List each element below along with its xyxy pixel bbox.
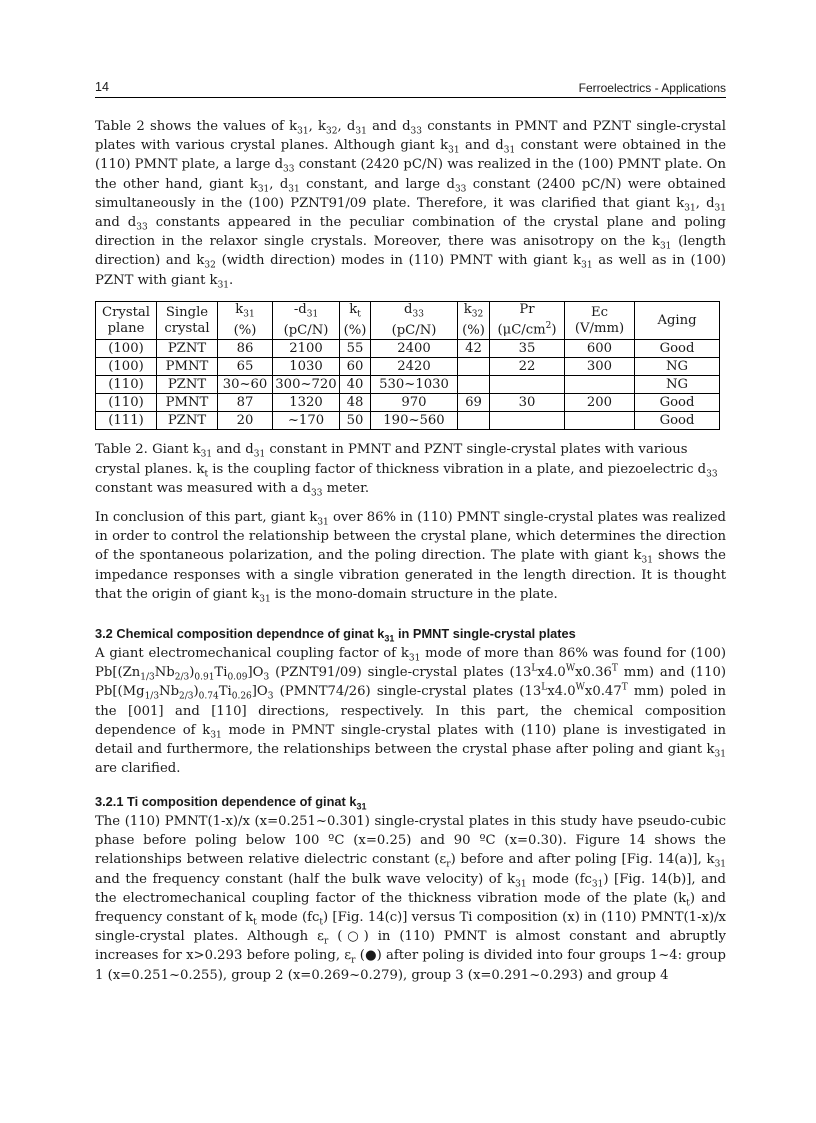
cell: 87 bbox=[218, 394, 273, 412]
col-k32: $k_{32}$ (%) bbox=[458, 302, 490, 340]
cell: 30 bbox=[490, 394, 565, 412]
cell: Good bbox=[635, 412, 720, 430]
running-title: Ferroelectrics - Applications bbox=[578, 81, 726, 95]
table-row bbox=[96, 340, 720, 358]
paragraph-intro: Table 2 shows the values of $k_{31}$, $k_{32}$, $d_{31}$ and $d_{33}$ constants in PMNT and PZNT single-crystal plates with various crystal planes. Although giant $k_{31}$ and $d_{31}$ constant were obtained in the (110) PMNT plate, a large $d_{33}$ constant (2420 pC/N) was realized in the (100) PMNT plate. On the other hand, giant $k_{31}$, $d_{31}$ constant, and large $d_{33}$ constant (2400 pC/N) were obtained simultaneously in the (100) PZNT91/09 plate. Therefore, it was clarified that giant $k_{31}$, $d_{31}$ and $d_{33}$ constants appeared in the peculiar combination of the crystal plane and poling direction in the relaxor single crystals. Moreover, there was anisotropy on the $k_{31}$ (length direction) and $k_{32}$ (width direction) modes in (110) PMNT with giant $k_{31}$ as well as in (100) PZNT with giant $k_{31}$. bbox=[95, 119, 727, 291]
table-row bbox=[96, 376, 720, 394]
cell: NG bbox=[635, 358, 720, 376]
col-crystal-plane: Crystal plane bbox=[96, 302, 157, 340]
cell: PMNT bbox=[157, 358, 218, 376]
cell: 200 bbox=[565, 394, 635, 412]
cell: ~170 bbox=[273, 412, 340, 430]
cell: 190~560 bbox=[371, 412, 458, 430]
cell: 40 bbox=[340, 376, 371, 394]
paragraph-3-2: A giant electromechanical coupling factor of $k_{31}$ mode of more than 86% was found for (100) $Pb[(Zn_{1/3}Nb_{2/3})_{0.91}Ti_{0.09}]O_3$ (PZNT91/09) single-crystal plates ($13^Lx4.0^Wx0.36^T$ mm) and (110) $Pb[(Mg_{1/3}Nb_{2/3})_{0.74}Ti_{0.26}]O_3$ (PMNT74/26) single-crystal plates ($13^Lx4.0^Wx0.47^T$ mm) poled in the [001] and [110] directions, respectively. In this part, the chemical composition dependence of $k_{31}$ mode in PMNT single-crystal plates with (110) plane is investigated in detail and furthermore, the relationships between the crystal phase after poling and giant $k_{31}$ are clarified. bbox=[95, 646, 726, 777]
table-2 bbox=[95, 301, 720, 430]
cell: PZNT bbox=[157, 340, 218, 358]
cell: 30~60 bbox=[218, 376, 273, 394]
cell: 60 bbox=[340, 358, 371, 376]
cell bbox=[458, 376, 490, 394]
cell: 50 bbox=[340, 412, 371, 430]
page-number: 14 bbox=[95, 80, 109, 94]
cell: Good bbox=[635, 340, 720, 358]
cell bbox=[490, 412, 565, 430]
table-row bbox=[96, 358, 720, 376]
cell: 86 bbox=[218, 340, 273, 358]
cell bbox=[565, 412, 635, 430]
cell: 35 bbox=[490, 340, 565, 358]
cell: 69 bbox=[458, 394, 490, 412]
col-d31: $-d_{31}$ (pC/N) bbox=[273, 302, 340, 340]
cell: 42 bbox=[458, 340, 490, 358]
cell: PMNT bbox=[157, 394, 218, 412]
cell: 530~1030 bbox=[371, 376, 458, 394]
cell bbox=[565, 376, 635, 394]
paragraph-conclusion: In conclusion of this part, giant $k_{31}$ over 86% in (110) PMNT single-crystal plates was realized in order to control the relationship between the crystal plane, which determines the direction of the spontaneous polarization, and the poling direction. The plate with giant $k_{31}$ shows the impedance responses with a single vibration generated in the length direction. It is thought that the origin of giant $k_{31}$ is the mono-domain structure in the plate. bbox=[95, 510, 726, 605]
cell: 300 bbox=[565, 358, 635, 376]
table-row bbox=[96, 394, 720, 412]
cell: 600 bbox=[565, 340, 635, 358]
cell: 2420 bbox=[371, 358, 458, 376]
cell: NG bbox=[635, 376, 720, 394]
cell: (110) bbox=[96, 376, 157, 394]
cell: (111) bbox=[96, 412, 157, 430]
col-pr: Pr $(\mu C/cm^2)$ bbox=[490, 302, 565, 340]
col-aging: Aging bbox=[635, 302, 720, 340]
cell: Good bbox=[635, 394, 720, 412]
cell: 65 bbox=[218, 358, 273, 376]
cell bbox=[490, 376, 565, 394]
section-heading-3-2: 3.2 Chemical composition dependnce of ginat $k_{31}$ in PMNT single-crystal plates bbox=[95, 626, 576, 644]
table-header-row bbox=[96, 302, 720, 340]
cell: 20 bbox=[218, 412, 273, 430]
cell: 1030 bbox=[273, 358, 340, 376]
running-header bbox=[95, 80, 726, 98]
cell bbox=[458, 412, 490, 430]
cell: 300~720 bbox=[273, 376, 340, 394]
col-ec: Ec (V/mm) bbox=[565, 302, 635, 340]
cell: 1320 bbox=[273, 394, 340, 412]
section-heading-3-2-1: 3.2.1 Ti composition dependence of ginat $k_{31}$ bbox=[95, 794, 367, 812]
col-single-crystal: Single crystal bbox=[157, 302, 218, 340]
cell: 55 bbox=[340, 340, 371, 358]
paragraph-3-2-1: The (110) PMNT(1-x)/x (x=0.251~0.301) single-crystal plates in this study have pseudo-cubic phase before poling below 100 ºC (x=0.25) and 90 ºC (x=0.30). Figure 14 shows the relationships between relative dielectric constant $(\varepsilon_r)$ before and after poling [Fig. 14(a)], $k_{31}$ and the frequency constant (half the bulk wave velocity) of $k_{31}$ mode $(fc_{31})$ [Fig. 14(b)], and the electromechanical coupling factor of the thickness vibration mode of the plate $(k_t)$ and frequency constant of $k_t$ mode $(fc_t)$ [Fig. 14(c)] versus Ti composition (x) in (110) PMNT(1-x)/x single-crystal plates. Although $\varepsilon_r$ (○) in (110) PMNT is almost constant and abruptly increases for x>0.293 before poling, $\varepsilon_r$ (●) after poling is divided into four groups 1~4: group 1 (x=0.251~0.255), group 2 (x=0.269~0.279), group 3 (x=0.291~0.293) and group 4 bbox=[95, 814, 727, 983]
cell: PZNT bbox=[157, 412, 218, 430]
cell: 48 bbox=[340, 394, 371, 412]
cell: (110) bbox=[96, 394, 157, 412]
cell: (100) bbox=[96, 340, 157, 358]
col-kt: $k_t$ (%) bbox=[340, 302, 371, 340]
cell: PZNT bbox=[157, 376, 218, 394]
cell: 2100 bbox=[273, 340, 340, 358]
cell: 22 bbox=[490, 358, 565, 376]
table-row bbox=[96, 412, 720, 430]
cell: 2400 bbox=[371, 340, 458, 358]
cell: (100) bbox=[96, 358, 157, 376]
col-k31: $k_{31}$ (%) bbox=[218, 302, 273, 340]
cell bbox=[458, 358, 490, 376]
col-d33: $d_{33}$ (pC/N) bbox=[371, 302, 458, 340]
table-caption: Table 2. Giant $k_{31}$ and $d_{31}$ constant in PMNT and PZNT single-crystal plates with various crystal planes. $k_t$ is the coupling factor of thickness vibration in a plate, and piezoelectric $d_{33}$ constant was measured with a $d_{33}$ meter. bbox=[95, 442, 718, 499]
cell: 970 bbox=[371, 394, 458, 412]
